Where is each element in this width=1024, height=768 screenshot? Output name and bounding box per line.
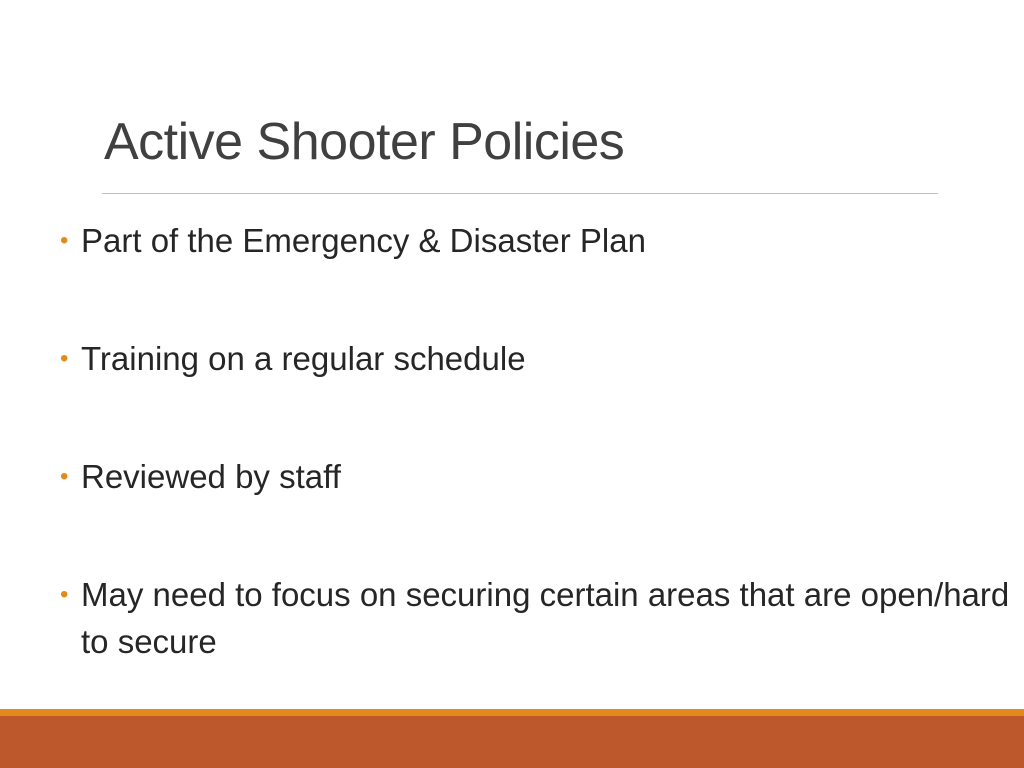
footer-band — [0, 716, 1024, 768]
bullet-icon: • — [60, 227, 69, 254]
slide-title: Active Shooter Policies — [104, 113, 625, 171]
footer-accent-stripe — [0, 709, 1024, 716]
bullet-text: Reviewed by staff — [81, 458, 341, 495]
bullet-icon: • — [60, 463, 69, 490]
bullet-item-securing-areas — [60, 571, 1020, 665]
bullet-text: Training on a regular schedule — [81, 340, 526, 377]
bullet-item-training — [60, 335, 1020, 382]
bullet-item-emergency-plan — [60, 217, 1020, 264]
bullet-text: Part of the Emergency & Disaster Plan — [81, 222, 646, 259]
bullet-item-reviewed — [60, 453, 1020, 500]
bullet-icon: • — [60, 581, 69, 608]
bullet-text: May need to focus on securing certain areas that are open/hard to secure — [81, 576, 1010, 660]
bullet-icon: • — [60, 345, 69, 372]
